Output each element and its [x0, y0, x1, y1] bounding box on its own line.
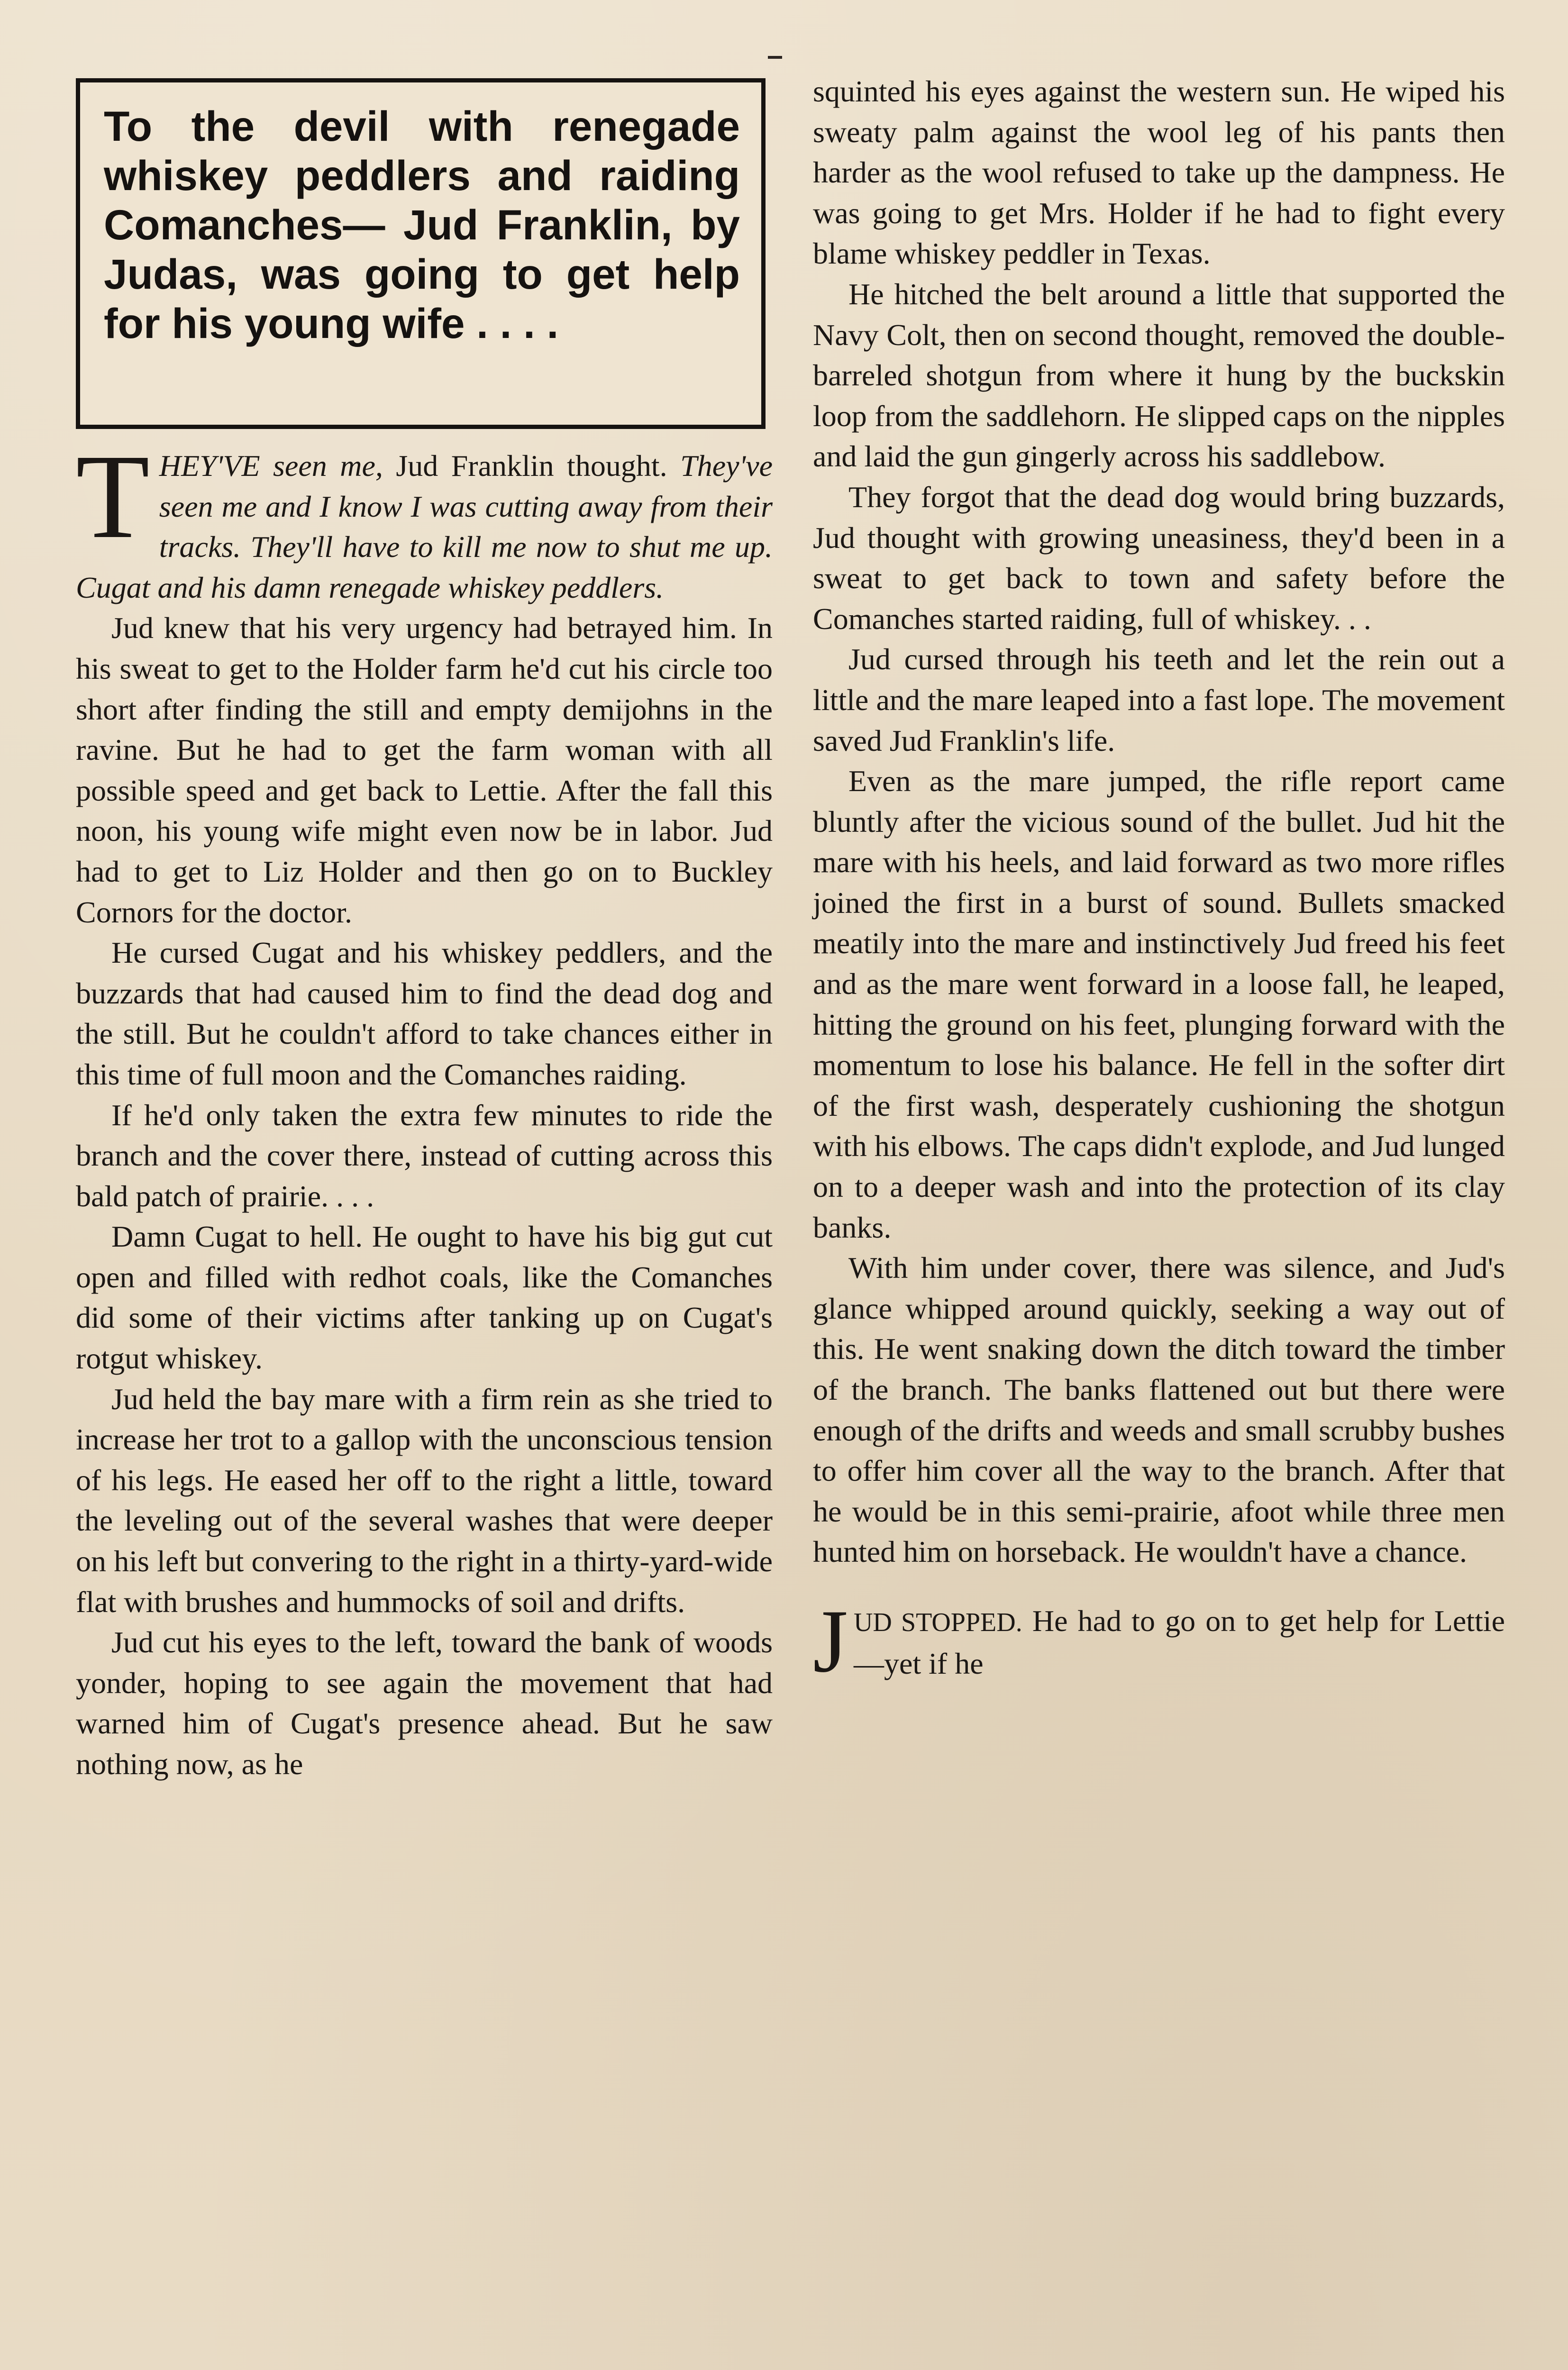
printer-mark [768, 56, 782, 59]
paragraph: Damn Cugat to hell. He ought to have his big gut cut open and filled with redhot coals, like the Comanches did some of their victims after tanking up on Cugat's rotgut whiskey. [76, 1220, 773, 1376]
paragraph: Jud cut his eyes to the left, toward the bank of woods yonder, hoping to see again the movement that had warned him of Cugat's presence ahead. But he saw nothing now, as he [76, 1625, 773, 1781]
paragraph: Jud held the bay mare with a firm rein as she tried to increase her trot to a gallop with the unconscious tension of his legs. He eased her off to the right a little, toward the leveling out of the several washes that were deeper on his left but convering to the right in a thirty-yard-wide flat with brushes and hummocks of soil and drifts. [76, 1382, 773, 1619]
opening-phrase: seen me, [260, 449, 383, 483]
section-lead-words: UD STOPPED. [853, 1607, 1022, 1637]
paragraph: With him under cover, there was silence, and Jud's glance whipped around quickly, seeking a way out of this. He went snaking down the ditch toward the timber of the branch. The banks flattened out but there were enough of the drifts and weeds and small scrubby bushes to offer him cover all the way to the branch. After that he would be in this semi-prairie, afoot while three men hunted him on horseback. He wouldn't have a chance. [813, 1251, 1505, 1569]
left-column [76, 430, 773, 1785]
opening-lead-word: HEY'VE [159, 449, 260, 483]
opening-paragraph [76, 430, 773, 608]
paragraph: If he'd only taken the extra few minutes to ride the branch and the cover there, instead of cutting across this bald patch of prairie. . . . [76, 1098, 773, 1213]
drop-cap-letter: T [76, 430, 150, 564]
story-blurb-text: To the devil with renegade whiskey peddlers and raiding Comanches— Jud Franklin, by Judas, was going to get help for his young wife . . . . [104, 102, 740, 347]
continued-paragraph: squinted his eyes against the western sun. He wiped his sweaty palm against the wool leg of his pants then harder as the wool refused to take up the dampness. He was going to get Mrs. Holder if he had to fight every blame whiskey peddler in Texas. [813, 74, 1505, 271]
section-drop-cap: J [813, 1591, 848, 1691]
section-text: He had to go on to get help for Lettie—yet if he [853, 1604, 1505, 1680]
paragraph: They forgot that the dead dog would bring buzzards, Jud thought with growing uneasiness, they'd been in a sweat to get back to town and safety before the Comanches started raiding, full of whiskey. . . [813, 480, 1505, 636]
paragraph: Even as the mare jumped, the rifle report came bluntly after the vicious sound of the bullet. Jud hit the mare with his heels, and laid forward as two more rifles joined the first in a burst of sound. Bullets smacked meatily into the mare and instinctively Jud freed his feet and as the mare went forward in a loose fall, he leaped, hitting the ground on his feet, plunging forward with the momentum to lose his balance. He fell in the softer dirt of the first wash, desperately cushioning the shotgun with his elbows. The caps didn't explode, and Jud lunged on to a deeper wash and into the protection of its clay banks. [813, 764, 1505, 1244]
right-column [813, 71, 1505, 1691]
story-blurb-box [76, 78, 766, 429]
opening-thought: They've seen me and I know I was cutting away from their tracks. They'll have to kill me now to shut me up. Cugat and his damn renegade whiskey peddlers. [76, 449, 773, 604]
paragraph: Jud cursed through his teeth and let the rein out a little and the mare leaped into a fast lope. The movement saved Jud Franklin's life. [813, 642, 1505, 757]
paragraph: Jud knew that his very urgency had betrayed him. In his sweat to get to the Holder farm he'd cut his circle too short after finding the still and empty demijohns in the ravine. But he had to get the farm woman with all possible speed and get back to Lettie. After the fall this noon, his young wife might even now be in labor. Jud had to get to Liz Holder and then go on to Buckley Cornors for the doctor. [76, 611, 773, 929]
section-opening-paragraph [813, 1591, 1505, 1691]
paragraph: He cursed Cugat and his whiskey peddlers, and the buzzards that had caused him to find the dead dog and the still. But he couldn't afford to take chances either in this time of full moon and the Comanches raiding. [76, 936, 773, 1091]
opening-attribution: Jud Franklin thought. [383, 449, 667, 483]
paragraph: He hitched the belt around a little that supported the Navy Colt, then on second thought, removed the double-barreled shotgun from where it hung by the buckskin loop from the saddlehorn. He slipped caps on the nipples and laid the gun gingerly across his saddlebow. [813, 277, 1505, 474]
